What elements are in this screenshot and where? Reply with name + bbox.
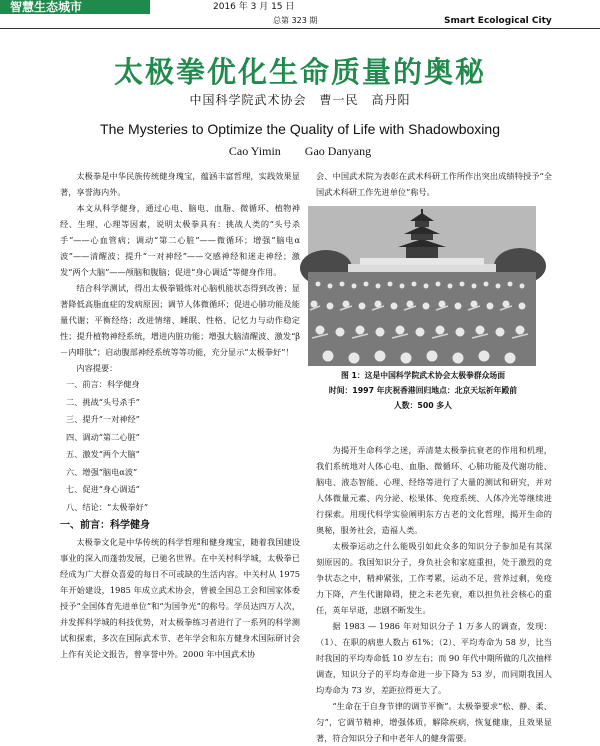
section-heading: 一、前言：科学健身 — [60, 520, 150, 531]
body-paragraph: 太极拳运动之什么能吸引如此众多的知识分子参加是有其深刻原因的。我国知识分子，身负社会和家庭重担，处于激烈的竞争状态之中，精神紧张，工作考累，运动不足，营养过剩，免疫力下降，产生代谢障碍，使之未老先衰，难以担负社会核心的重任，英年早逝，悲剧不断发生。 — [316, 541, 552, 615]
results-paragraph: 结合科学测试，得出太极拳锻炼对心脑机能状态得到改善；显著降低高脂血症的发病原因；调节人体微循环；促进心肺功能及能量代谢；平衡经络；改进情绪、睡眠、性格、记忆力与动作稳定性；提升植物神经系统，增进内脏功能；增强大脑清醒波、激发“β－内啡肽”；启动腹部神经系统等等功能，充分显示“太极拳好”！ — [60, 283, 300, 357]
toc-item: 五、激发“两个大脑” — [66, 449, 140, 459]
caption-line: 图 1：这是中国科学院武术协会太极拳群众场面 — [340, 371, 506, 380]
caption-line: 时间：1997 年庆祝香港回归地点：北京天坛祈年殿前 — [328, 386, 518, 395]
section-badge — [0, 0, 150, 14]
toc-heading: 内容提要： — [76, 363, 118, 373]
right-column-bottom — [316, 442, 552, 746]
table-of-contents — [60, 376, 300, 516]
toc-item: 四、调动“第二心脏” — [66, 431, 140, 442]
body-paragraph: 为揭开生命科学之迷，弄清楚太极拳抗衰老的作用和机理，我们系统地对人体心电、血脂、微循环、心肺功能及代谢功能、脑电、液态智能、心理、经络等进行了大量的测试和研究，并对人体微量元素、内分泌、松果体、免疫系统、人体冷光等继续进行探索。用现代科学实验阐明东方古老的文化哲理，揭开生命的奥秘，服务社会，造福人类。 — [316, 445, 552, 535]
article-authors-cn: 中国科学院武术协会 曹一民 高丹阳 — [189, 93, 411, 107]
page-header — [0, 0, 600, 28]
section-badge-label: 智慧生态城市 — [10, 0, 83, 14]
intro-paragraph: 太极拳是中华民族传统健身瑰宝，蕴涵丰富哲理，实践效果显著，享誉海内外。 — [60, 171, 300, 197]
issue-date: 2016 年 3 月 15 日 — [213, 2, 295, 12]
left-column — [60, 168, 300, 662]
article-title-en: The Mysteries to Optimize the Quality of Life with Shadowboxing — [100, 121, 500, 137]
caption-line: 人数：500 多人 — [394, 401, 452, 410]
article-title-cn: 太极拳优化生命质量的奥秘 — [113, 55, 486, 89]
continued-paragraph: 会、中国武术院为表彰在武术科研工作所作出突出成绩特授予“全国武术科研工作先进单位”称号。 — [316, 171, 552, 197]
toc-item: 一、前言：科学健身 — [66, 379, 140, 389]
right-column-top — [316, 168, 552, 200]
temple-crowd-photo — [308, 206, 536, 366]
photo-caption — [310, 368, 536, 413]
toc-item: 八、结论：“太极拳好” — [66, 501, 149, 512]
summary-paragraph: 本文从科学健身，通过心电、脑电、血脂、微循环、植物神经、生理、心理等因素，说明太极拳具有：挑战人类的“头号杀手”——心血管病；调动“第二心脏”——微循环；增强“脑电α波”——清醒波；提升“一对神经”——交感神经和迷走神经；激发“两个大脑”——颅脑和腹脑；促进“身心调适”等健身作用。 — [60, 203, 300, 277]
issue-number: 总第 323 期 — [273, 16, 318, 25]
toc-item: 二、挑战“头号杀手” — [66, 396, 140, 407]
toc-item: 三、提升“一对神经” — [66, 414, 140, 424]
body-paragraph: 据 1983 — 1986 年对知识分子 1 万多人的调查，发现：（1）、在职的病患人数占 61%；（2）、平均寿命为 58 岁，比当时我国的平均寿命低 10 岁左右；而 90 年代中期所做的几次抽样调查，知识分子的平均寿命进一步下降为 53 岁，而同期我国人均寿命为 73 岁，差距拉得更大了。 — [316, 621, 552, 695]
toc-item: 六、增强“脑电α波” — [66, 466, 138, 477]
article-authors-en: Cao Yimin Gao Danyang — [228, 144, 372, 158]
header-divider — [0, 28, 600, 29]
toc-item: 七、促进“身心调适” — [66, 484, 140, 494]
section-paragraph: 太极拳文化是中华传统的科学哲理和健身瑰宝，随着我国建设事业的深入而蓬勃发展，已驰名世界。在中关村科学城，太极拳已经成为广大群众喜爱的每日不可或缺的生活内容。中关村从 1975 年开始建设，1985 年成立武术协会，曾被全国总工会和国家体委授予“全国体育先进单位”和“为国争光”的称号。学员达四万人次，并发挥科学城的科技优势，对太极拳练习者进行了一系列的科学测试和探索，多次在国际武术节、老年学会和东方健身术国际研讨会上作有关论文报告，曾享誉中外。2000 年中国武术协 — [60, 537, 300, 659]
body-paragraph: “生命在于自身节律的调节平衡”。太极拳要求“松、静、柔、匀”，它调节精神，增强体质，解除疾病，恢复健康，且效果显著，符合知识分子和中老年人的健身需要。 — [316, 701, 552, 743]
publication-name: Smart Ecological City — [444, 16, 552, 26]
